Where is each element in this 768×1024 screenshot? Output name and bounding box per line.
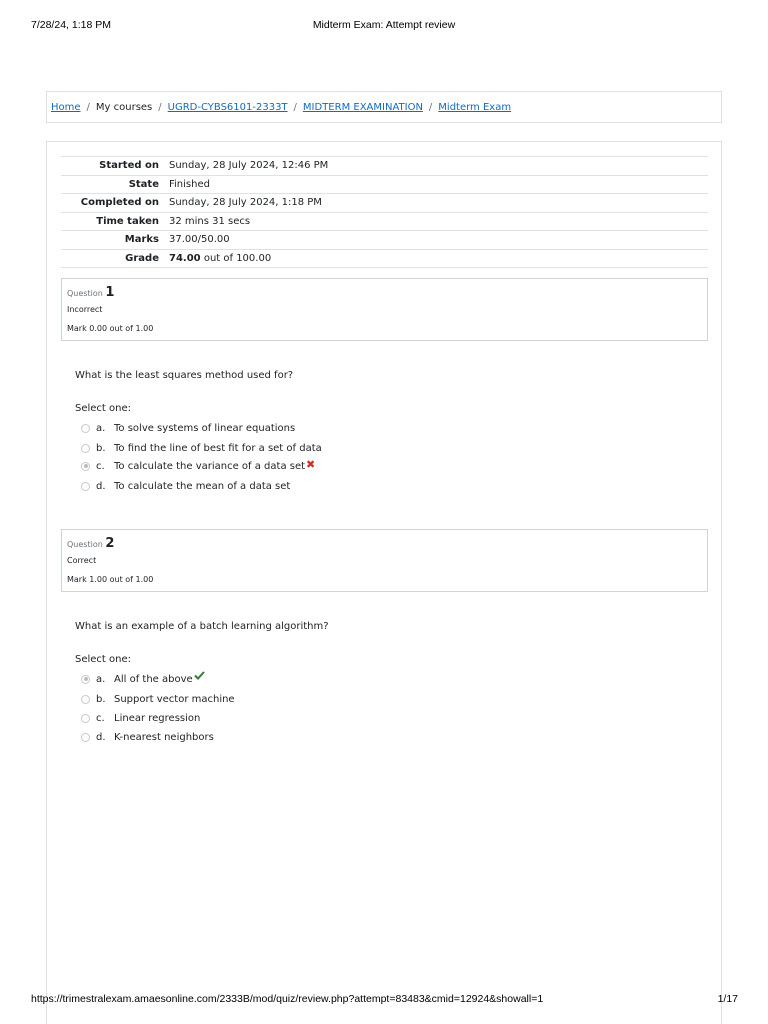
question-mark: Mark 0.00 out of 1.00 xyxy=(67,324,154,333)
answer-letter: b. xyxy=(96,442,106,454)
grade-score: 74.00 xyxy=(169,252,201,264)
question-info-box xyxy=(61,278,708,341)
grade-suffix: out of 100.00 xyxy=(200,252,272,264)
breadcrumb-course-link[interactable]: UGRD-CYBS6101-2333T xyxy=(167,101,288,113)
summary-label: Grade xyxy=(125,252,159,264)
summary-value: Finished xyxy=(169,178,210,190)
summary-row-marks xyxy=(61,231,708,250)
answer-text: To calculate the mean of a data set xyxy=(114,480,291,492)
question-state: Correct xyxy=(67,556,97,565)
answer-letter: a. xyxy=(96,673,106,685)
summary-label: Started on xyxy=(99,160,159,172)
breadcrumb-separator: / xyxy=(293,101,297,113)
answer-letter: c. xyxy=(96,460,105,472)
breadcrumb-my-courses: My courses xyxy=(95,101,153,113)
question-text: What is an example of a batch learning algorithm? xyxy=(75,621,329,632)
summary-label: State xyxy=(128,178,159,190)
answer-option-selected[interactable] xyxy=(81,672,205,686)
answer-text: K-nearest neighbors xyxy=(114,731,214,743)
question-number: 1 xyxy=(105,285,115,300)
breadcrumb-separator: / xyxy=(158,101,162,113)
summary-row-completed xyxy=(61,194,708,213)
breadcrumb-section-link[interactable]: MIDTERM EXAMINATION xyxy=(302,101,423,113)
summary-value xyxy=(165,249,708,268)
answer-letter: b. xyxy=(96,693,106,705)
summary-label: Time taken xyxy=(96,215,159,227)
print-footer xyxy=(0,993,768,1007)
summary-value: 37.00/50.00 xyxy=(169,234,230,246)
question-info-box xyxy=(61,529,708,592)
answer-option[interactable] xyxy=(81,421,295,435)
answer-radio[interactable] xyxy=(81,714,90,723)
answer-radio[interactable] xyxy=(81,482,90,491)
print-header xyxy=(0,19,768,33)
summary-value: Sunday, 28 July 2024, 12:46 PM xyxy=(169,160,329,172)
breadcrumb-separator: / xyxy=(428,101,433,113)
answer-letter: a. xyxy=(96,422,106,434)
summary-value: 32 mins 31 secs xyxy=(169,215,251,227)
question-label: Question xyxy=(67,289,103,298)
select-one-prompt: Select one: xyxy=(75,654,132,665)
answer-option-selected[interactable] xyxy=(81,459,315,473)
answer-letter: d. xyxy=(96,480,106,492)
print-datetime: 7/28/24, 1:18 PM xyxy=(31,19,111,31)
answer-letter: d. xyxy=(96,731,106,743)
correct-check-icon xyxy=(194,671,205,683)
question-state: Incorrect xyxy=(67,305,103,314)
summary-row-started xyxy=(61,157,708,176)
breadcrumb-separator: / xyxy=(86,101,90,113)
summary-value: Sunday, 28 July 2024, 1:18 PM xyxy=(169,197,322,209)
question-number: 2 xyxy=(105,536,115,551)
summary-row-time-taken xyxy=(61,212,708,231)
question-label: Question xyxy=(67,540,103,549)
question-number-line xyxy=(67,285,114,300)
select-one-prompt: Select one: xyxy=(75,403,132,414)
answer-radio-checked[interactable] xyxy=(81,675,90,684)
breadcrumb xyxy=(46,91,722,123)
incorrect-x-icon: ✖ xyxy=(306,457,316,471)
answer-text: To calculate the variance of a data set xyxy=(114,460,306,472)
answer-text: Support vector machine xyxy=(114,693,235,705)
answer-option[interactable] xyxy=(81,479,290,493)
question-text: What is the least squares method used for? xyxy=(75,370,294,381)
answer-text: Linear regression xyxy=(114,712,201,724)
question-mark: Mark 1.00 out of 1.00 xyxy=(67,575,154,584)
summary-row-grade xyxy=(61,249,708,268)
answer-letter: c. xyxy=(96,712,105,724)
breadcrumb-home-link[interactable]: Home xyxy=(51,101,81,113)
answer-option[interactable] xyxy=(81,692,235,706)
answer-text: To find the line of best fit for a set of data xyxy=(114,442,322,454)
print-page-title: Midterm Exam: Attempt review xyxy=(312,19,456,31)
answer-option[interactable] xyxy=(81,711,200,725)
answer-radio[interactable] xyxy=(81,424,90,433)
summary-label: Marks xyxy=(124,234,159,246)
breadcrumb-quiz-link[interactable]: Midterm Exam xyxy=(438,101,512,113)
summary-label: Completed on xyxy=(80,197,159,209)
answer-text: To solve systems of linear equations xyxy=(114,422,296,434)
answer-option[interactable] xyxy=(81,730,214,744)
answer-radio[interactable] xyxy=(81,733,90,742)
answer-radio[interactable] xyxy=(81,695,90,704)
print-page-number: 1/17 xyxy=(717,993,738,1005)
answer-radio[interactable] xyxy=(81,444,90,453)
summary-row-state xyxy=(61,175,708,194)
attempt-summary-table xyxy=(61,156,708,268)
print-url: https://trimestralexam.amaesonline.com/2333B/mod/quiz/review.php?attempt=83483&cmid=12924&showall=1 xyxy=(31,993,544,1005)
answer-text: All of the above xyxy=(114,673,193,685)
question-number-line xyxy=(67,536,114,551)
answer-option[interactable] xyxy=(81,441,322,455)
answer-radio-checked[interactable] xyxy=(81,462,90,471)
